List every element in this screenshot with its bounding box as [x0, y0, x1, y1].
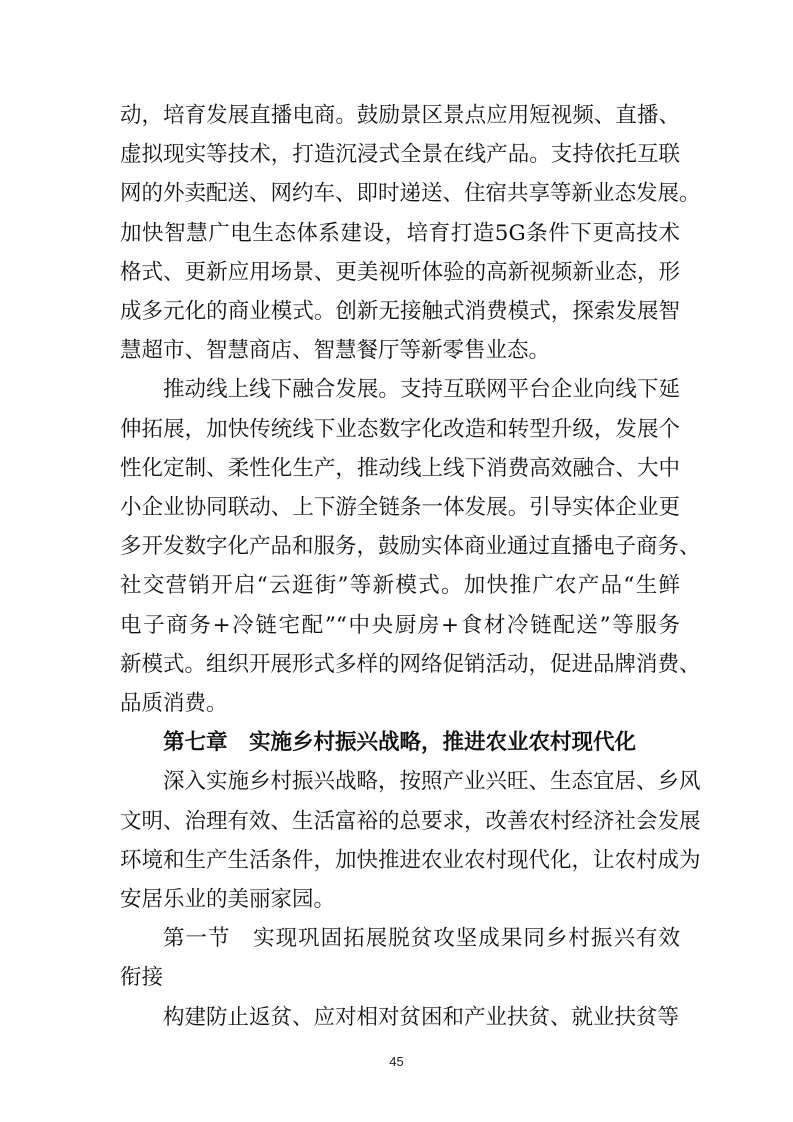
- section-heading: 第一节 实现巩固拓展脱贫攻坚成果同乡村振兴有效: [163, 926, 680, 952]
- paragraph-line: 成多元化的商业模式。创新无接触式消费模式，探索发展智: [120, 299, 680, 324]
- paragraph-line: 新模式。组织开展形式多样的网络促销活动，促进品牌消费、: [120, 651, 701, 677]
- paragraph-line: 构建防止返贫、应对相对贫困和产业扶贫、就业扶贫等: [163, 1004, 680, 1030]
- paragraph-line: 动，培育发展直播电商。鼓励景区景点应用短视频、直播、: [120, 103, 680, 128]
- paragraph-line: 加快智慧广电生态体系建设，培育打造5G条件下更高技术: [120, 220, 680, 246]
- paragraph-line: 深入实施乡村振兴战略，按照产业兴旺、生态宜居、乡风: [163, 769, 701, 795]
- paragraph-line: 格式、更新应用场景、更美视听体验的高新视频新业态，形: [120, 259, 680, 285]
- section-heading-continued: 衔接: [120, 965, 164, 991]
- paragraph-line: 小企业协同联动、上下游全链条一体发展。引导实体企业更: [120, 495, 680, 520]
- paragraph-line: 虚拟现实等技术，打造沉浸式全景在线产品。支持依托互联: [120, 142, 680, 168]
- paragraph-line: 环境和生产生活条件，加快推进农业农村现代化，让农村成为: [120, 847, 701, 873]
- chapter-heading: 第七章 实施乡村振兴战略，推进农业农村现代化: [163, 730, 637, 756]
- paragraph-line: 伸拓展，加快传统线下业态数字化改造和转型升级，发展个: [120, 416, 680, 442]
- paragraph-line: 社交营销开启“云逛街”等新模式。加快推广农产品“生鲜: [120, 573, 680, 599]
- paragraph-line: 性化定制、柔性化生产，推动线上线下消费高效融合、大中: [120, 455, 680, 481]
- paragraph-line: 安居乐业的美丽家园。: [120, 887, 336, 912]
- paragraph-line: 电子商务+冷链宅配”“中央厨房+食材冷链配送”等服务: [120, 612, 680, 638]
- paragraph-line: 多开发数字化产品和服务，鼓励实体商业通过直播电子商务、: [120, 534, 701, 560]
- page-number: 45: [389, 1053, 404, 1069]
- paragraph-line: 文明、治理有效、生活富裕的总要求，改善农村经济社会发展: [120, 808, 701, 834]
- paragraph-line: 慧超市、智慧商店、智慧餐厅等新零售业态。: [120, 338, 551, 364]
- paragraph-line: 网的外卖配送、网约车、即时递送、住宿共享等新业态发展。: [120, 181, 701, 207]
- paragraph-line: 推动线上线下融合发展。支持互联网平台企业向线下延: [163, 377, 680, 403]
- paragraph-line: 品质消费。: [120, 691, 228, 716]
